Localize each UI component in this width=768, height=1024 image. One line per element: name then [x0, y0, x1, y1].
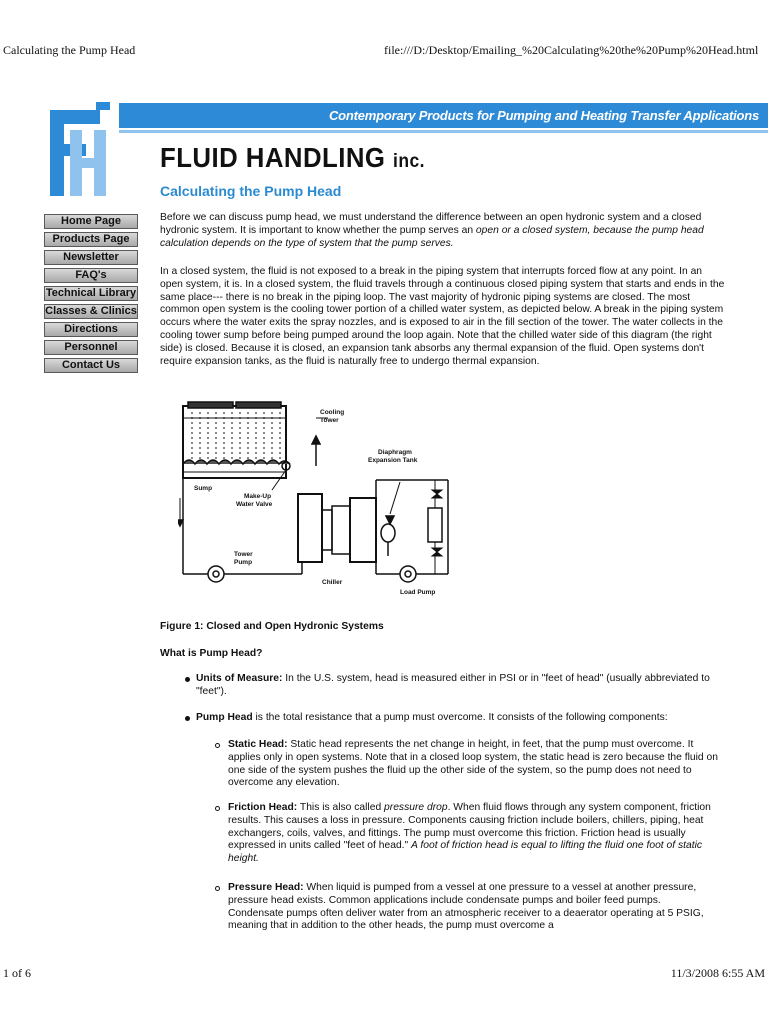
- bullet-dot: [185, 677, 190, 682]
- label-water-valve: Water Valve: [236, 501, 273, 508]
- bullet-ring: [215, 806, 220, 811]
- friction-label: Friction Head:: [228, 802, 298, 813]
- friction-emph-b: A foot of friction head is equal to lifting the fluid one foot of static height.: [228, 840, 703, 865]
- bullet-dot: [185, 716, 190, 721]
- tagline-banner: [119, 103, 768, 128]
- print-datetime: 11/3/2008 6:55 AM: [670, 966, 765, 980]
- nav-classes-clinics[interactable]: Classes & Clinics: [45, 305, 137, 317]
- units-label: Units of Measure:: [196, 673, 283, 684]
- nav-contact-us[interactable]: Contact Us: [44, 358, 138, 373]
- tagline-text: Contemporary Products for Pumping and Heating Transfer Applications: [328, 108, 760, 123]
- company-suffix: inc.: [393, 151, 425, 172]
- closed-system-paragraph: [160, 266, 725, 368]
- label-chiller: Chiller: [322, 579, 343, 586]
- pressure-label: Pressure Head:: [228, 882, 304, 893]
- banner-rule: [119, 130, 768, 133]
- figure-caption: Figure 1: Closed and Open Hydronic Systems: [160, 621, 384, 632]
- static-text: Static head represents the net change in height, in feet, that the pump must overcome. It applies only in open systems. Note that in a closed loop system, the static head is zero because the fluid on one side of the system pushes the fluid up the other side of the system, so the pump does not need to overcome any elevation.: [228, 739, 718, 789]
- label-tower-pump: Tower: [234, 551, 253, 558]
- print-url: file:///D:/Desktop/Emailing_%20Calculating%20the%20Pump%20Head.html: [384, 43, 759, 57]
- para2-part-c: . Note that the chilled water side of this diagram (the right side) is closed. Because it is closed, an expansion tank absorbs any thermal expansion of the fluid. Open systems don't require expansion tanks, as the fluid is naturally free to undergo thermal expansion.: [160, 329, 712, 367]
- hydronic-system-diagram: [178, 398, 454, 600]
- bullet-ring: [215, 886, 220, 891]
- pressure-head-item: [228, 882, 708, 933]
- company-name-text: FLUID HANDLING: [160, 142, 386, 173]
- nav-faqs[interactable]: FAQ's: [44, 268, 138, 283]
- side-nav: [44, 214, 138, 376]
- para2-part-a: In a closed system, the fluid is not exposed to a break in the piping system that interrupts forced flow at any point. In an open system, it is. In a closed system, the fluid travels through a continuous closed piping system that starts and ends in the same place--- there is no break in the piping loop. The vast majority of hydronic piping systems are closed. The most common open system is the cooling tower portion of a chilled water system, as depicted below: [160, 266, 725, 316]
- pump-head-label: Pump Head: [196, 712, 253, 723]
- nav-technical-library[interactable]: Technical Library: [45, 287, 137, 299]
- nav-home-page[interactable]: Home Page: [44, 214, 138, 229]
- pump-head-item: [196, 712, 736, 725]
- intro-paragraph: [160, 212, 725, 250]
- print-page-number: 1 of 6: [3, 966, 31, 980]
- pump-head-text: is the total resistance that a pump must overcome. It consists of the following components:: [252, 712, 668, 723]
- friction-emph-a: pressure drop: [384, 802, 448, 813]
- label-cooling-tower-2: Tower: [320, 417, 339, 424]
- section-heading: What is Pump Head?: [160, 648, 263, 659]
- print-page-title: Calculating the Pump Head: [3, 43, 136, 57]
- label-cooling-tower: Cooling: [320, 409, 345, 416]
- label-load-pump: Load Pump: [400, 589, 436, 596]
- para2-part-b: . A break in the piping system occurs where the water exits the spray nozzles, and is exposed to air in the fill section of the tower. The water collects in the cooling tower sump before being pumped around the loop again: [160, 304, 724, 341]
- intro-lead: Before we can discuss pump head, we must understand the difference between an open hydronic system and a closed hydronic system. It is important to know whether the pump serves an: [160, 212, 702, 236]
- nav-products-page[interactable]: Products Page: [44, 232, 138, 247]
- friction-text-a: This is also called: [297, 802, 385, 813]
- nav-personnel[interactable]: Personnel: [44, 340, 138, 355]
- label-sump: Sump: [194, 485, 213, 492]
- pressure-text: When liquid is pumped from a vessel at one pressure to a vessel at another pressure, pressure head exists. Common applications include condensate pumps and boiler feed pumps. Condensate pumps often deliver water from an atmospheric receiver to a deaerator operating at 5 PSIG, meaning that in addition to the other heads, the pump must overcome a: [228, 882, 704, 932]
- static-label: Static Head:: [228, 739, 288, 750]
- bullet-ring: [215, 743, 220, 748]
- label-makeup: Make-Up: [244, 493, 272, 500]
- friction-text-b: . When fluid flows through any system component, friction results. This causes a loss in pressure. Components causing friction include boilers, chillers, piping, heat exchangers, coils, valves, and fittings. The pump must overcome this friction. Friction head is usually expressed in units called "feet of head.": [228, 802, 711, 852]
- label-tower-pump-2: Pump: [234, 559, 253, 566]
- nav-newsletter[interactable]: Newsletter: [44, 250, 138, 265]
- nav-directions[interactable]: Directions: [44, 322, 138, 337]
- label-expansion-tank: Expansion Tank: [368, 457, 418, 464]
- units-of-measure-item: [196, 673, 716, 699]
- label-diaphragm: Diaphragm: [378, 449, 412, 456]
- intro-emphasis: open or a closed system, because the pump head calculation depends on the type of system that the pump serves.: [160, 224, 704, 249]
- static-head-item: [228, 739, 720, 790]
- friction-head-item: [228, 802, 724, 866]
- page-title: Calculating the Pump Head: [160, 183, 342, 199]
- fluid-handling-logo: [48, 100, 112, 198]
- company-name: [160, 142, 425, 174]
- units-text: In the U.S. system, head is measured either in PSI or in "feet of head" (usually abbreviated to "feet").: [196, 673, 710, 697]
